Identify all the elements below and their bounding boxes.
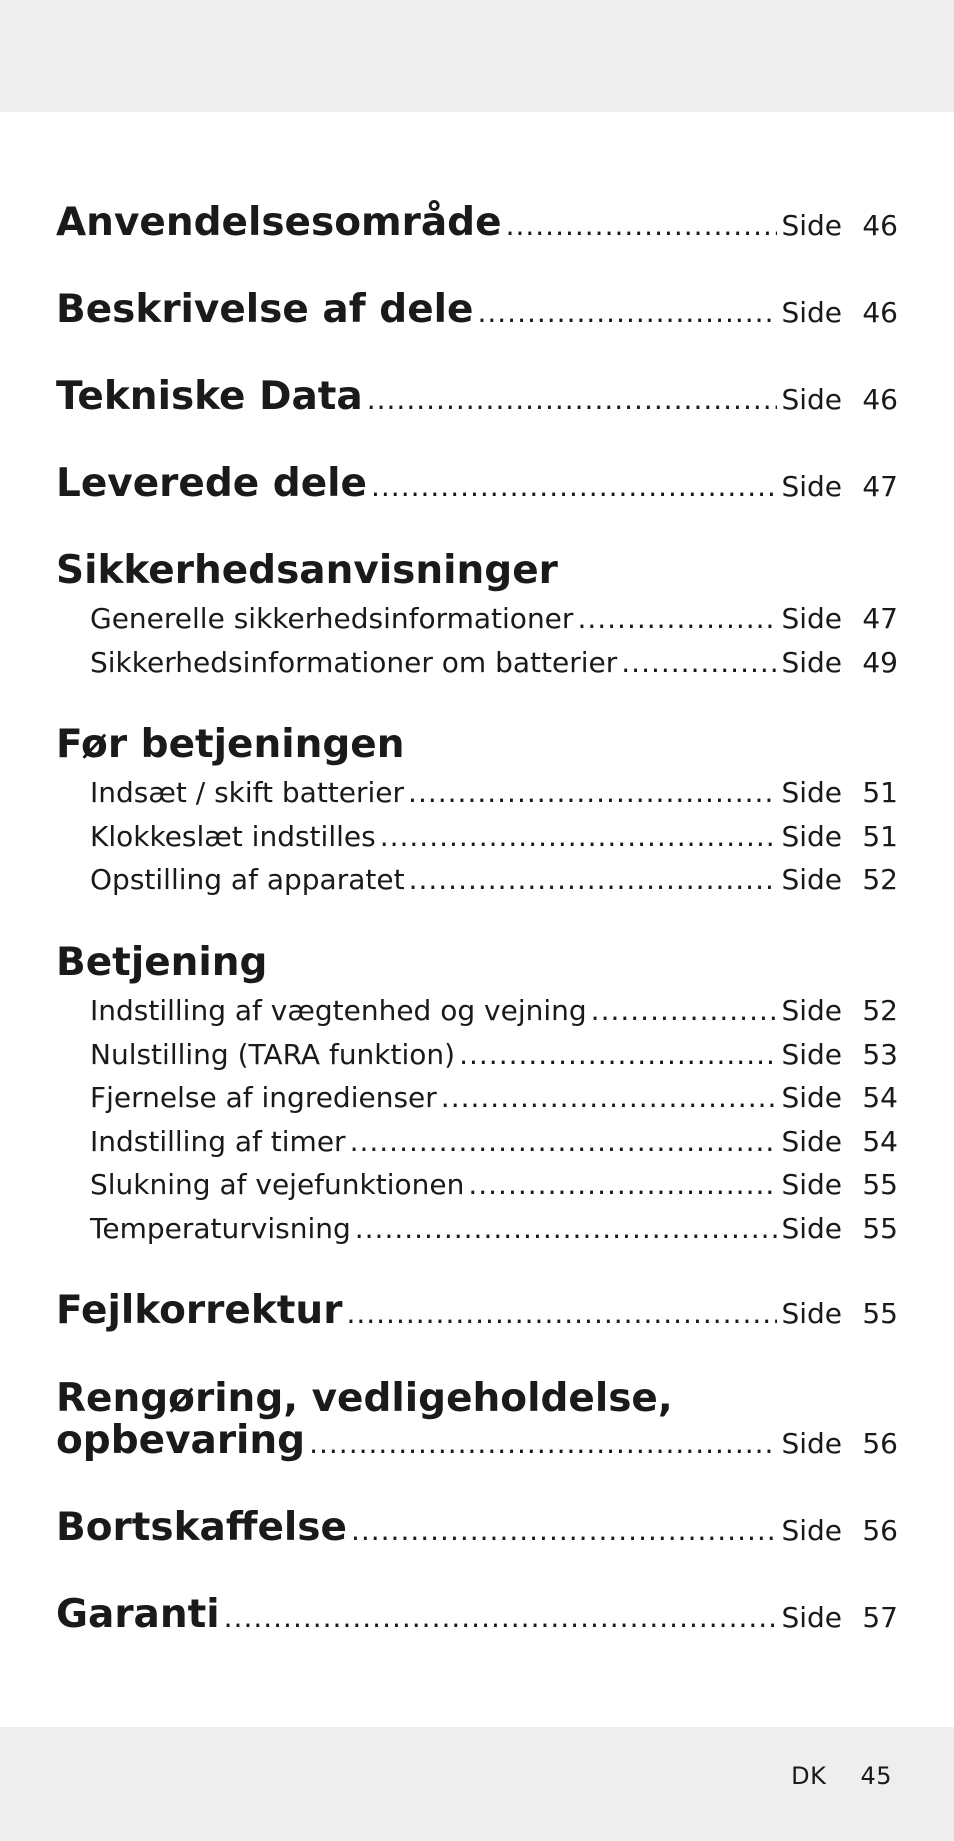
page-number: 51 (862, 820, 898, 853)
toc-entry-title: Generelle sikkerhedsinformationer (90, 602, 574, 635)
toc-subentry[interactable] (90, 1212, 898, 1245)
page-number: 46 (862, 383, 898, 416)
footer-page-number: 45 (860, 1762, 892, 1790)
dot-leader (409, 863, 778, 896)
dot-leader (346, 1297, 777, 1330)
toc-entry-title: Fjernelse af ingredienser (90, 1081, 437, 1114)
toc-subentry[interactable] (90, 646, 898, 679)
toc-subentry[interactable] (90, 1081, 898, 1114)
page-number: 47 (862, 602, 898, 635)
toc-entry-opbevaring[interactable] (56, 1418, 898, 1463)
dot-leader (577, 602, 777, 635)
page-number: 49 (862, 646, 898, 679)
side-label: Side (781, 383, 842, 416)
dot-leader (591, 994, 778, 1027)
dot-leader (459, 1038, 777, 1071)
dot-leader (371, 470, 777, 503)
toc-entry-leverede-dele[interactable] (56, 461, 898, 506)
toc-entry-title: Leverede dele (56, 461, 367, 506)
section-heading-operation[interactable]: Betjening (56, 940, 268, 985)
section-heading-cleaning[interactable]: Rengøring, vedligeholdelse, (56, 1376, 673, 1421)
toc-subentry[interactable] (90, 1038, 898, 1071)
side-label: Side (781, 1038, 842, 1071)
side-label: Side (781, 602, 842, 635)
page-number: 57 (862, 1601, 898, 1634)
page-number: 52 (862, 863, 898, 896)
page-number: 46 (862, 296, 898, 329)
dot-leader (350, 1125, 778, 1158)
side-label: Side (781, 1601, 842, 1634)
toc-subentry[interactable] (90, 863, 898, 896)
side-label: Side (781, 1514, 842, 1547)
toc-subentry[interactable] (90, 776, 898, 809)
dot-leader (367, 383, 778, 416)
toc-subentry[interactable] (90, 1168, 898, 1201)
side-label: Side (781, 646, 842, 679)
top-margin-band (0, 0, 954, 112)
side-label: Side (781, 776, 842, 809)
toc-entry-title: Temperaturvisning (90, 1212, 351, 1245)
page-number: 53 (862, 1038, 898, 1071)
toc-subentry[interactable] (90, 820, 898, 853)
side-label: Side (781, 1081, 842, 1114)
side-label: Side (781, 1427, 842, 1460)
dot-leader (224, 1601, 778, 1634)
page-number: 51 (862, 776, 898, 809)
toc-entry-beskrivelse[interactable] (56, 287, 898, 332)
page-number: 47 (862, 470, 898, 503)
dot-leader (468, 1168, 777, 1201)
side-label: Side (781, 820, 842, 853)
dot-leader (351, 1514, 777, 1547)
toc-entry-title: Opstilling af apparatet (90, 863, 405, 896)
toc-entry-title: Anvendelsesområde (56, 200, 502, 245)
section-heading-before-operation[interactable]: Før betjeningen (56, 722, 405, 767)
toc-entry-title: Garanti (56, 1592, 220, 1637)
page-number: 55 (862, 1297, 898, 1330)
dot-leader (621, 646, 777, 679)
page-number: 56 (862, 1514, 898, 1547)
side-label: Side (781, 1212, 842, 1245)
page-number: 55 (862, 1168, 898, 1201)
page-number: 54 (862, 1125, 898, 1158)
page-number: 56 (862, 1427, 898, 1460)
dot-leader (441, 1081, 778, 1114)
page-number: 55 (862, 1212, 898, 1245)
toc-entry-title: Beskrivelse af dele (56, 287, 474, 332)
side-label: Side (781, 863, 842, 896)
toc-entry-tekniske-data[interactable] (56, 374, 898, 419)
toc-entry-title: Sikkerhedsinformationer om batterier (90, 646, 618, 679)
toc-subentry[interactable] (90, 1125, 898, 1158)
toc-entry-title: Nulstilling (TARA funktion) (90, 1038, 456, 1071)
side-label: Side (781, 994, 842, 1027)
toc-entry-fejlkorrektur[interactable] (56, 1288, 898, 1333)
section-heading-safety[interactable]: Sikkerhedsanvisninger (56, 548, 558, 593)
side-label: Side (781, 1168, 842, 1201)
side-label: Side (781, 209, 842, 242)
toc-entry-title: Tekniske Data (56, 374, 363, 419)
toc-entry-title: opbevaring (56, 1418, 306, 1463)
toc-entry-anvendelsesomraade[interactable] (56, 200, 898, 245)
dot-leader (380, 820, 778, 853)
dot-leader (506, 209, 778, 242)
side-label: Side (781, 296, 842, 329)
toc-entry-title: Indstilling af vægtenhed og vejning (90, 994, 587, 1027)
toc-entry-title: Slukning af vejefunktionen (90, 1168, 465, 1201)
toc-entry-title: Bortskaffelse (56, 1505, 347, 1550)
page-number: 52 (862, 994, 898, 1027)
toc-entry-title: Fejlkorrektur (56, 1288, 343, 1333)
page-number: 54 (862, 1081, 898, 1114)
side-label: Side (781, 470, 842, 503)
toc-entry-title: Klokkeslæt indstilles (90, 820, 376, 853)
dot-leader (309, 1427, 777, 1460)
side-label: Side (781, 1297, 842, 1330)
toc-subentry[interactable] (90, 602, 898, 635)
side-label: Side (781, 1125, 842, 1158)
page-footer (791, 1762, 892, 1790)
footer-language: DK (791, 1762, 827, 1790)
toc-subentry[interactable] (90, 994, 898, 1027)
dot-leader (355, 1212, 778, 1245)
toc-entry-bortskaffelse[interactable] (56, 1505, 898, 1550)
toc-entry-title: Indstilling af timer (90, 1125, 346, 1158)
dot-leader (477, 296, 777, 329)
toc-entry-garanti[interactable] (56, 1592, 898, 1637)
toc-entry-title: Indsæt / skift batterier (90, 776, 405, 809)
dot-leader (408, 776, 777, 809)
page-number: 46 (862, 209, 898, 242)
